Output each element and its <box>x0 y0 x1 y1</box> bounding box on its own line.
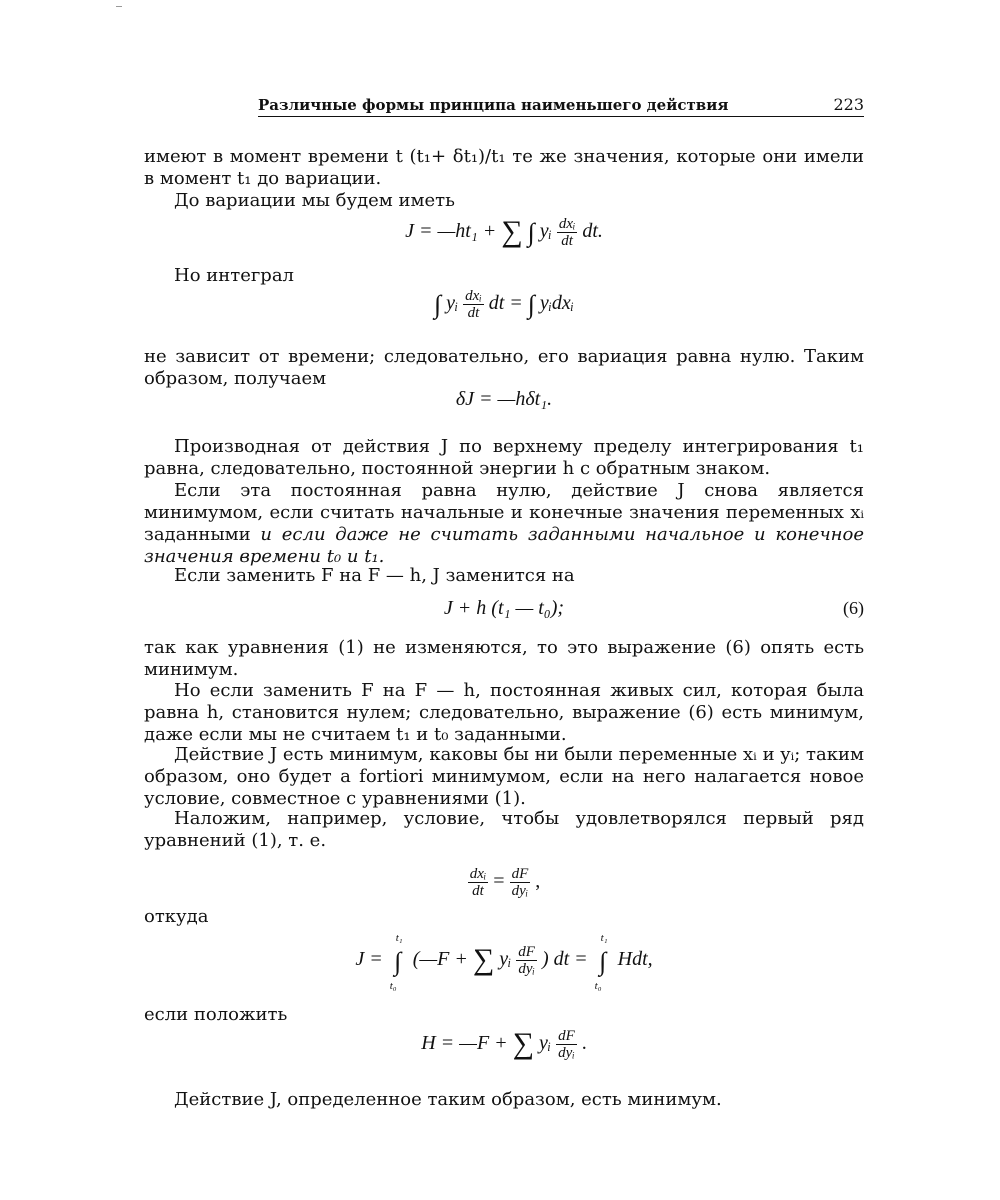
equation-2: ∫ yᵢ $\frac{\text{dxᵢ}}{dt}$ dt = ∫ yᵢdxᵢ <box>434 288 574 321</box>
paragraph-11: Наложим, например, условие, чтобы удовлетворялся первый ряд уравнений (1), т. е. <box>144 808 864 851</box>
paragraph-12: откуда <box>144 906 209 927</box>
equation-3: δJ = —hδt₁. <box>455 388 553 410</box>
paragraph-6: Если эта постоянная равна нулю, действие J снова является минимумом, если считать начальные и конечные значения переменных xᵢ заданными и если даже не считать заданными начальное и конечное значения времени t₀ и t₁. <box>144 480 864 567</box>
paragraph-1: имеют в момент времени t (t₁+ δt₁)/t₁ те же значения, которые они имели в момент t₁ до вариации. <box>144 146 864 189</box>
paragraph-3: Но интеграл <box>174 265 294 286</box>
paragraph-13: если положить <box>144 1004 288 1025</box>
running-header <box>258 92 864 117</box>
page-number: 223 <box>833 95 864 114</box>
paragraph-10: Действие J есть минимум, каковы бы ни были переменные xᵢ и yᵢ; таким образом, оно будет a fortiori минимумом, если на него налагается новое условие, совместное с уравнениями (1). <box>144 744 864 809</box>
equation-4: J + h (t₁ — t₀); (6) <box>443 597 864 619</box>
paragraph-5: Производная от действия J по верхнему пределу интегрирования t₁ равна, следовательно, постоянной энергии h с обратным знаком. <box>144 436 864 479</box>
paragraph-2: До вариации мы будем иметь <box>174 190 455 211</box>
paragraph-4: не зависит от времени; следовательно, его вариация равна нулю. Таким образом, получаем <box>144 346 864 389</box>
equation-7: H = —F + ∑ yᵢ $\frac{dF}{\text{dyᵢ}}$ . <box>421 1027 587 1061</box>
header-title: Различные формы принципа наименьшего действия <box>258 96 729 114</box>
equation-6: J = ∫ t₁ t₀ (—F + ∑ yᵢ $\frac{dF}{\text{dyᵢ}}$ ) dt = ∫ t₁ t₀ Hdt, <box>355 931 653 992</box>
equation-5: $\frac{\text{dxᵢ}}{dt}$ = $\frac{dF}{\text{dyᵢ}}$ , <box>469 866 541 899</box>
paragraph-8: так как уравнения (1) не изменяются, то это выражение (6) опять есть минимум. <box>144 637 864 680</box>
scan-mark <box>116 6 122 7</box>
paragraph-9: Но если заменить F на F — h, постоянная живых сил, которая была равна h, становится нулем; следовательно, выражение (6) есть минимум, даже если мы не считаем t₁ и t₀ заданными. <box>144 680 864 745</box>
equation-1: J = —ht₁ + ∑ ∫ yᵢ $\frac{\text{dxᵢ}}{dt}$ dt. <box>405 215 603 249</box>
paragraph-7: Если заменить F на F — h, J заменится на <box>174 565 575 586</box>
equation-number: (6) <box>843 598 864 618</box>
paragraph-14: Действие J, определенное таким образом, есть минимум. <box>174 1089 722 1110</box>
